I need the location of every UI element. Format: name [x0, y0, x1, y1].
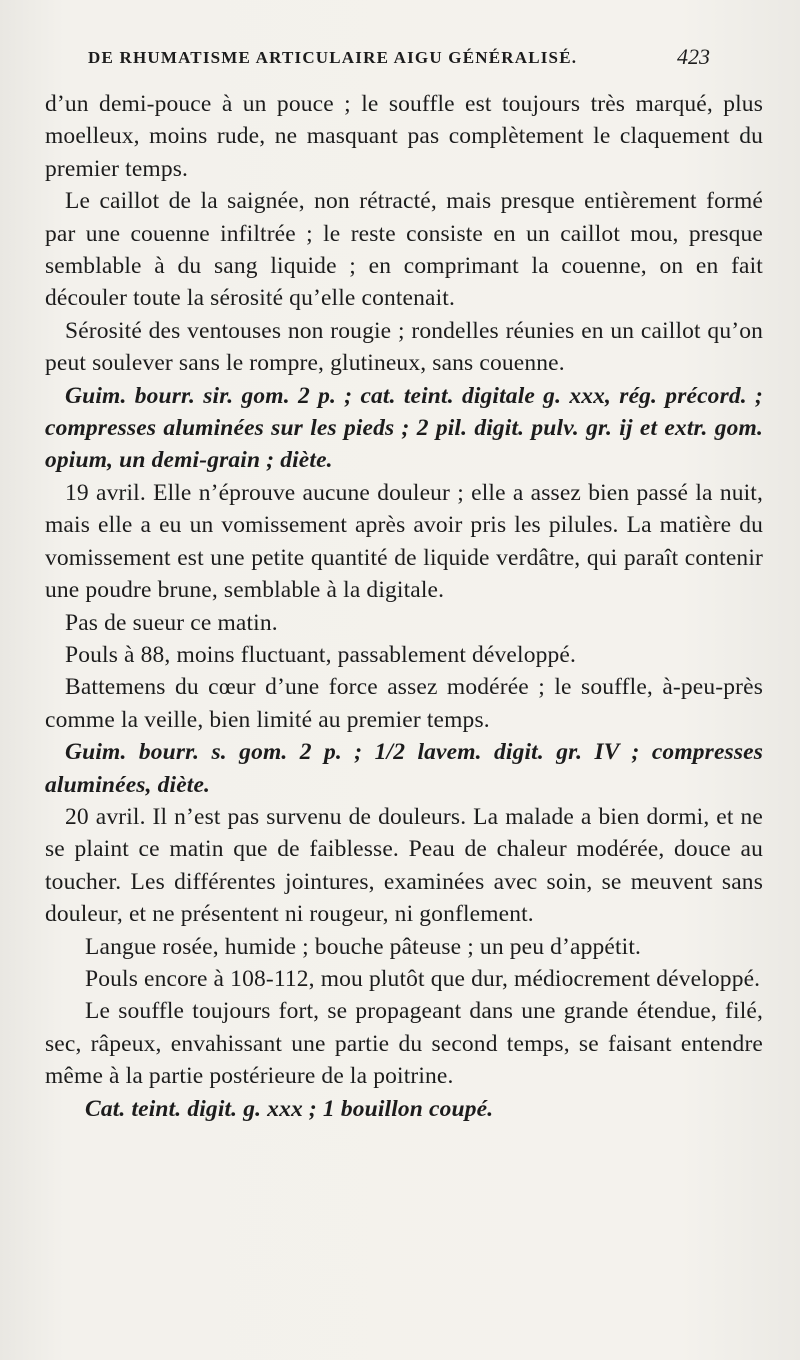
paragraph-pouls-108: Pouls encore à 108-112, mou plutôt que dur, médiocrement développé.: [85, 965, 761, 992]
paragraph-pouls-88: Pouls à 88, moins fluctuant, passablement développé.: [65, 641, 576, 668]
paragraph-serosite: Sérosité des ventouses non rougie ; rondelles réunies en un caillot qu’on peut soulever sans le rompre, glutineux, sans couenne.: [45, 317, 763, 377]
paragraph-souffle-fort: Le souffle toujours fort, se propageant dans une grande étendue, filé, sec, râpeux, envahissant une partie du second temps, se faisant entendre même à la partie postérieure de la poitrine.: [45, 998, 763, 1090]
paragraph-sueur: Pas de sueur ce matin.: [65, 609, 278, 636]
paragraph-20-avril: 20 avril. Il n’est pas survenu de douleurs. La malade a bien dormi, et ne se plaint ce matin que de faiblesse. Peau de chaleur modérée, douce au toucher. Les différentes jointures, examinées avec soin, se meuvent sans douleur, et ne présentent ni rougeur, ni gonflement.: [45, 803, 763, 928]
prescription-1: Guim. bourr. sir. gom. 2 p. ; cat. teint. digitale g. xxx, rég. précord. ; compresses aluminées sur les pieds ; 2 pil. digit. pulv. gr. ij et extr. gom. opium, un demi-grain ; diète.: [45, 382, 763, 474]
prescription-2: Guim. bourr. s. gom. 2 p. ; 1/2 lavem. digit. gr. IV ; compresses aluminées, diète.: [45, 739, 763, 798]
page-number: 423: [677, 44, 710, 69]
running-header: [88, 42, 710, 76]
paragraph-19-avril: 19 avril. Elle n’éprouve aucune douleur ; elle a assez bien passé la nuit, mais elle a eu un vomissement après avoir pris les pilules. La matière du vomissement est une petite quantité de liquide verdâtre, qui paraît contenir une poudre brune, semblable à la digitale.: [45, 479, 763, 604]
paragraph-souffle: d’un demi-pouce à un pouce ; le souffle est toujours très marqué, plus moelleux, moins rude, ne masquant pas complètement le claquement du premier temps.: [45, 91, 763, 182]
paragraph-caillot: Le caillot de la saignée, non rétracté, mais presque entièrement formé par une couenne infiltrée ; le reste consiste en un caillot mou, presque semblable à du sang liquide ; en comprimant la couenne, on en fait découler toute la sérosité qu’elle contenait.: [45, 188, 763, 312]
paragraph-battemens: Battemens du cœur d’une force assez modérée ; le souffle, à-peu-près comme la veille, bien limité au premier temps.: [45, 674, 763, 733]
body-text: [45, 88, 763, 1125]
running-title: DE RHUMATISME ARTICULAIRE AIGU GÉNÉRALISÉ.: [88, 48, 578, 67]
prescription-3: Cat. teint. digit. g. xxx ; 1 bouillon coupé.: [85, 1095, 494, 1122]
paragraph-langue: Langue rosée, humide ; bouche pâteuse ; un peu d’appétit.: [85, 933, 642, 960]
